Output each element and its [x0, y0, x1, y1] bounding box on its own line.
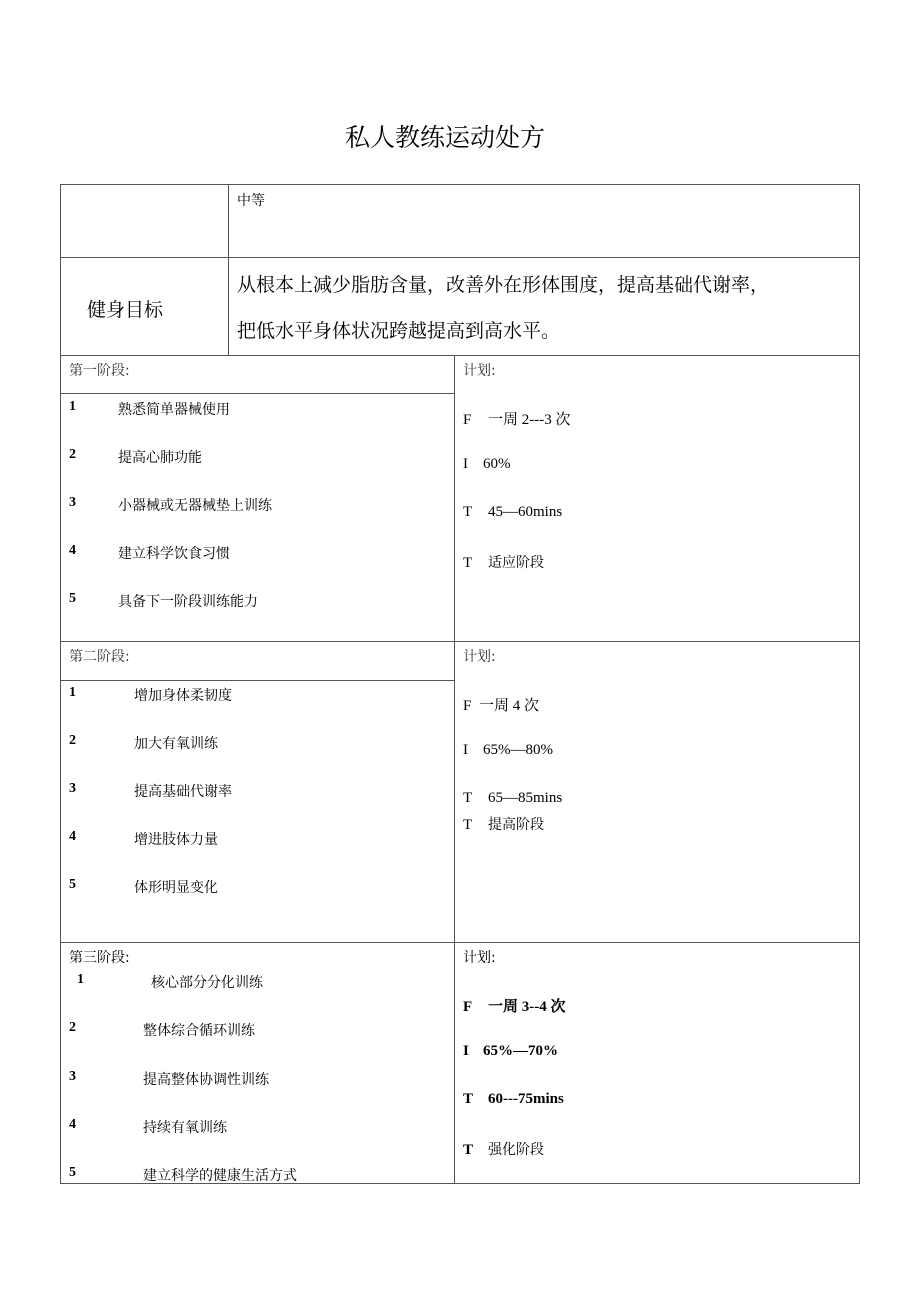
row-divider: [61, 641, 859, 642]
list-item: 2 加大有氧训练: [69, 733, 218, 752]
list-item: 3 小器械或无器械垫上训练: [69, 495, 272, 514]
col-divider: [454, 355, 455, 1183]
phase-header-divider: [61, 393, 455, 394]
goal-text-line-2: 把低水平身体状况跨越提高到高水平。: [237, 320, 561, 342]
col-divider: [228, 185, 229, 355]
phase-3-header: 第三阶段:: [69, 950, 130, 966]
phase-3-plan-frequency: F 一周 3--4 次: [463, 999, 566, 1015]
list-item: 4 增进肢体力量: [69, 829, 218, 848]
phase-2-plan-header: 计划:: [463, 649, 496, 665]
phase-1-plan-intensity: I 60%: [463, 456, 511, 472]
phase-1-plan-frequency: F 一周 2---3 次: [463, 412, 571, 428]
row-divider: [61, 257, 859, 258]
prescription-table: [60, 184, 860, 1184]
phase-3-plan-header: 计划:: [463, 950, 496, 966]
phase-3-plan-time: T 60---75mins: [463, 1091, 564, 1107]
phase-1-plan-header: 计划:: [463, 363, 496, 379]
phase-3-plan-intensity: I 65%—70%: [463, 1043, 558, 1059]
level-value: 中等: [237, 193, 265, 209]
phase-2-plan-time: T 65—85mins: [463, 790, 563, 806]
phase-header-divider: [61, 680, 455, 681]
list-item: 4 持续有氧训练: [69, 1117, 227, 1136]
list-item: 1 增加身体柔韧度: [69, 685, 232, 704]
goal-label: 健身目标: [87, 299, 164, 321]
list-item: 5 体形明显变化: [69, 877, 218, 896]
row-divider: [61, 942, 859, 943]
list-item: 3 提高基础代谢率: [69, 781, 232, 800]
list-item: 4 建立科学饮食习惯: [69, 543, 230, 562]
phase-2-plan-frequency: F 一周 4 次: [463, 698, 540, 714]
row-divider: [61, 355, 859, 356]
phase-2-header: 第二阶段:: [69, 649, 130, 665]
list-item: 1 熟悉简单器械使用: [69, 399, 230, 418]
list-item: 5 建立科学的健康生活方式: [69, 1165, 297, 1184]
list-item: 5 具备下一阶段训练能力: [69, 591, 258, 610]
phase-1-header: 第一阶段:: [69, 363, 130, 379]
list-item: 2 提高心肺功能: [69, 447, 202, 466]
phase-3-plan-type: T 强化阶段: [463, 1142, 544, 1158]
list-item: 3 提高整体协调性训练: [69, 1069, 269, 1088]
phase-2-plan-intensity: I 65%—80%: [463, 742, 553, 758]
phase-2-plan-type: T 提高阶段: [463, 817, 544, 833]
page-title: 私人教练运动处方: [344, 123, 545, 152]
list-item: 2 整体综合循环训练: [69, 1020, 255, 1039]
list-item: 1 核心部分分化训练: [77, 972, 263, 991]
phase-1-plan-type: T 适应阶段: [463, 555, 544, 571]
phase-1-plan-time: T 45—60mins: [463, 504, 563, 520]
goal-text-line-1: 从根本上减少脂肪含量，改善外在形体围度，提高基础代谢率，: [237, 274, 770, 296]
